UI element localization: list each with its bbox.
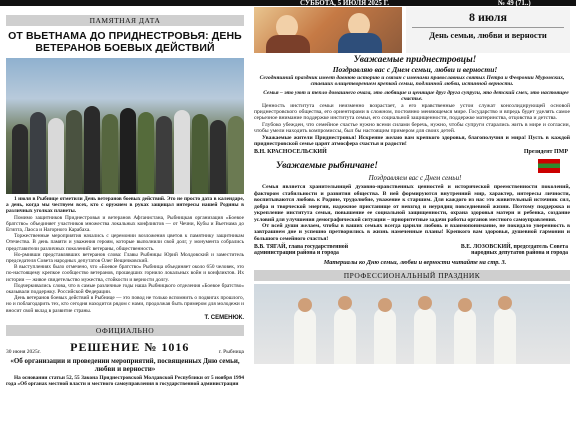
section-label-memorable: ПАМЯТНАЯ ДАТА: [6, 15, 244, 26]
deputies-greeting-header: [254, 159, 576, 173]
deputies-greeting-title: Уважаемые рыбничане!: [276, 161, 378, 172]
president-greeting-title: Уважаемые приднестровцы!: [353, 55, 477, 65]
family-day-banner: [254, 7, 570, 53]
masthead-issue: № 49 (71..): [498, 0, 531, 7]
left-column: [0, 7, 250, 432]
signature-left-role: администрации района и города: [254, 250, 339, 257]
president-greeting-intro: Сегодняшний праздник имеет давнюю историю и связан с именами православных святых Петра и Февронии Муромских, ставших олицетворением крепкой семьи, подлинной любви, истинной верности.: [259, 75, 565, 88]
flag-icon: [538, 159, 560, 173]
banner-subtitle: День семьи, любви и верности: [412, 27, 564, 40]
greeting-paragraph: Уважаемые жители Приднестровья! Искренне желаю вам крепкого здоровья, благополучия и мира! Пусть в каждой приднестровской семье царят атмосфера счастья и радости!: [254, 134, 570, 148]
banner-date: 8 июля: [468, 10, 507, 24]
materials-note: Материалы ко Дню семьи, любви и верности читайте на стр. 3.: [323, 259, 507, 267]
article-paragraph: Но-рмивши представлявших ветеранов слова: Главы Рыбницы Юрий Молдовский и заместитель председателя Совета народных депутатов Олег Вещичковский.: [6, 251, 244, 265]
greeting-paragraph: От всей души желаем, чтобы в ваших семьях всегда царили любовь и взаимопонимание, не покидало уверенность в завтрашнем дне и успешно претворились в жизнь намеченные планы! Крепкого вам здоровья, душевной гармонии и большого семейного счастья!: [254, 222, 570, 242]
article-paragraph: Помимо защитников Приднестровья и ветеранов Афганистана, Рыбницкая организация «Боевое братство» объединяет участников множества локальных конфликтов — от Чечни, Кубы и Вьетнама до Египта, Лаоса и Нагорного Карабаха.: [6, 214, 244, 234]
section-label-professional: ПРОФЕССИОНАЛЬНЫЙ ПРАЗДНИК: [254, 270, 570, 281]
signature-left: [254, 244, 348, 256]
veterans-photo: [6, 58, 244, 194]
veterans-article: [6, 196, 244, 314]
greeting-paragraph: Ценность института семьи неизменно возрастает, а его нравственные устои служат консолидирующей основой приднестровского общества, его ориентирами в сложном, постоянно меняющемся мире. Государство и впредь будет уделять самое серьезное внимание поддержке института семьи, его социальной защищенности, поддержке материнства, отцовства и детства.: [254, 102, 570, 122]
greeting-paragraph: Семья является хранительницей духовно-нравственных ценностей и исторической преемственности поколений, фактором стабильности и развития общества. В ней формируются внутренний мир, характер, интересы личности, воспитываются любовь к Родине, трудолюбие, уважение к старшим. Для каждого из нас это живительный источник сил, добра и творческой энергии, надежное пристанище от невзгод и неурядиц повседневной жизни. Поэтому поддержка и укрепление института семьи, повышение ее социальной защищенности, охрана здоровья матери и ребенка, создание условий для улучшения демографической ситуации – приоритетные задачи работы органов местного самоуправления.: [254, 184, 570, 223]
deputies-greeting-body: [254, 184, 570, 242]
masthead-date: СУББОТА, 5 ИЮЛЯ 2025 Г.: [300, 0, 390, 7]
officers-photo: [254, 284, 570, 364]
greeting-paragraph: Глубоко убежден, что семейное счастье нужно всеми силами беречь, нужно, чтобы супруги старались жить в мире и согласии, чтобы умели находить компромиссы, был бы настоящим примером для своих детей.: [254, 121, 570, 135]
article-paragraph: 1 июля в Рыбнице отметили День ветеранов боевых действий. Это не просто дата в календаре, а день, когда мы чествуем всех, кто с оружием в руках защищал интересы нашей Родины в различных уголках планеты.: [6, 196, 244, 215]
president-greeting-subtitle: Поздравляю вас с Днем семьи, любви и верности!: [332, 65, 498, 74]
president-greeting-body: [254, 90, 570, 148]
signature-right-role: народных депутатов района и города: [471, 250, 568, 257]
right-column: [254, 7, 576, 432]
president-title: Президент ПМР: [523, 149, 568, 156]
decision-title: РЕШЕНИЕ № 1016: [70, 339, 190, 354]
section-label-official: ОФИЦИАЛЬНО: [6, 325, 244, 336]
signature-left-name: В.В. ТЯГАЙ, глава государственной: [254, 244, 349, 251]
greeting-paragraph: Семья – это уют и тепло домашнего очага, это любящие и ценящие друг друга супруги, это детский смех, это настоящее счастье.: [263, 89, 569, 103]
article-author: Т. СЕМЕНЮК.: [204, 314, 244, 321]
decision-place: г. Рыбница: [218, 348, 244, 355]
decision-text: [6, 375, 244, 387]
decision-header: [6, 340, 244, 355]
decision-date: 30 июня 2025г.: [6, 348, 41, 355]
article-paragraph: День ветеранов боевых действий в Рыбнице — это повод не только вспомнить о подвигах прошлого, но и поблагодарить тех, кто сегодня находится рядом с нами, продолжая быть примером для молодежи и вносит свой вклад в развитие страны.: [6, 295, 244, 314]
signature-right: [461, 244, 568, 256]
saints-icon-image: [254, 7, 402, 53]
masthead-bar: [0, 0, 576, 6]
article-paragraph: Торжественные мероприятия начались с церемонии возложения цветов к памятнику защитникам Отечества. В день памяти и уважения героям, которые выполнили свой долг, у монумента собрались представители различных поколений: ветераны, общественность.: [6, 233, 244, 252]
decision-paragraph: На основании статьи 52, 55 Закона Приднестровской Молдавской Республики от 5 ноября 1994 года «Об органах местной власти и местного самоуправления в государственной администрации: [6, 374, 244, 388]
veterans-headline: ОТ ВЬЕТНАМА ДО ПРИДНЕСТРОВЬЯ: ДЕНЬ ВЕТЕРАНОВ БОЕВЫХ ДЕЙСТВИЙ: [8, 30, 242, 54]
article-paragraph: В выступлениях было отмечено, что «Боевое братство» Рыбница объединяет около 650 человек, это по-настоящему крепкое сообщество ветеранов, прошедших горнило локальных войн и конфликтов. Их истории — живое свидетельство мужества, стойкости и верности долгу.: [6, 264, 244, 283]
signature-right-name: В.Е. ЛОЗОВСКИЙ, председатель Совета: [460, 244, 568, 251]
article-paragraph: Подчеркивались слова, что в самые различные годы наша Рыбницкого отделения «Боевое братство» оказывали поддержку. Российской Федерации.: [6, 282, 244, 296]
banner-title-box: [406, 7, 570, 53]
deputies-greeting-subtitle: Поздравляем вас с Днем семьи!: [368, 174, 462, 183]
president-signature: [254, 149, 568, 155]
president-name: В.Н. КРАСНОСЕЛЬСКИЙ: [254, 149, 327, 156]
decision-subject: «Об организации и проведении мероприятий, посвященных Дню семьи, любви и верности»: [10, 356, 240, 373]
deputies-signatures: [254, 244, 568, 256]
